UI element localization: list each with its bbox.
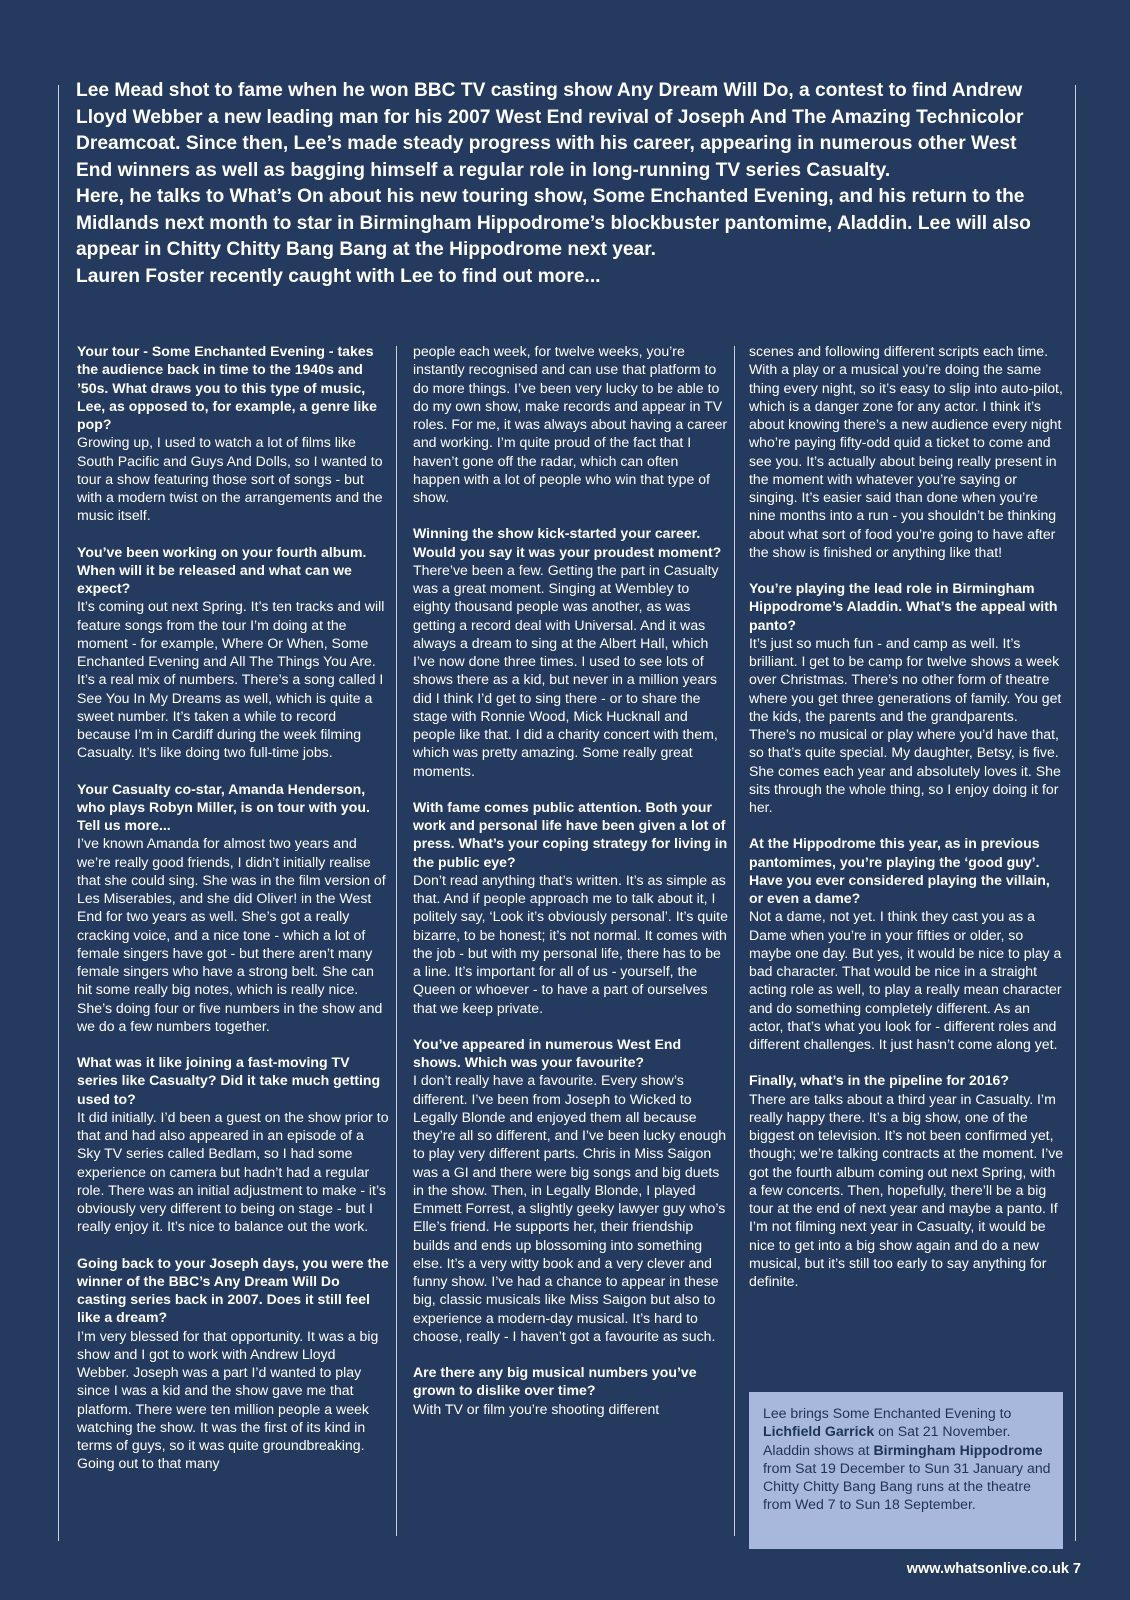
question: With fame comes public attention. Both your work and personal life have been given a lot of press. What’s your coping strategy for living in the public eye?: [413, 798, 728, 870]
article-intro: [76, 78, 1036, 290]
question: Finally, what’s in the pipeline for 2016?: [749, 1072, 1010, 1089]
answer: I’ve known Amanda for almost two years and we’re really good friends, I didn’t initially realise that she could sing. She was in the film version of Les Miserables, and she did Oliver! in the West End for two years as well. She’s got a really cracking voice, and a nice tone - which a lot of female singers have got - but there aren’t many female singers who have a strong belt. She can hit some really big notes, which is really nice. She’s doing four or five numbers in the show and we do a few numbers together.: [77, 835, 386, 1034]
article-column-1: [77, 342, 390, 1491]
answer: There’ve been a few. Getting the part in Casualty was a great moment. Singing at Wembley to eighty thousand people was another, as was getting a record deal with Universal. And it was always a dream to sing at the Albert Hall, which I’ve now done three times. I used to see lots of shows there as a kid, but never in a million years did I think I’d get to sing there - or to share the stage with Ronnie Wood, Mick Hucknall and people like that. I did a charity concert with them, which was pretty amazing. Some really great moments.: [413, 561, 719, 779]
qa-block: [749, 1071, 1065, 1290]
answer: With TV or film you’re shooting different: [413, 1400, 660, 1417]
answer-continued: scenes and following different scripts each time. With a play or a musical you’re doing the same thing every night, so it’s easy to slip into auto-pilot, which is a danger zone for any actor. I think it’s about knowing there’s a new audience every night who’re paying fifty-odd quid a ticket to come and see you. It’s actually about being really present in the moment with whatever you’re saying or singing. It’s easier said than done when you’re nine months into a run - you shouldn’t be thinking about what sort of food you’re going to have after the show is finished or anything like that!: [749, 343, 1063, 560]
column-divider: [396, 346, 397, 1536]
question: Winning the show kick-started your career. Would you say it was your proudest moment?: [413, 525, 722, 560]
info-text: from Sat 19 December to Sun 31 January and Chitty Chitty Bang Bang runs at the theatre from Wed 7 to Sun 18 September.: [763, 1459, 1051, 1513]
article-column-3: [749, 342, 1065, 1308]
answer: Don’t read anything that’s written. It’s as simple as that. And if people approach me to talk about it, I politely say, ‘Look it’s obviously personal’. It’s quite bizarre, to be honest; it’s not normal. It comes with the job - but with my personal life, there has to be a line. It’s important for all of us - yourself, the Queen or whoever - to have a part of ourselves that we keep private.: [413, 871, 728, 1016]
question: You’ve appeared in numerous West End shows. Which was your favourite?: [413, 1035, 682, 1070]
info-text: Lee brings Some Enchanted Evening to: [763, 1405, 1012, 1421]
question: Going back to your Joseph days, you were the winner of the BBC’s Any Dream Will Do casting series back in 2007. Does it still feel like a dream?: [77, 1254, 389, 1326]
qa-block: [77, 543, 390, 762]
question: What was it like joining a fast-moving TV series like Casualty? Did it take much getting used to?: [77, 1054, 381, 1107]
qa-block: [413, 798, 729, 1017]
intro-byline: Lauren Foster recently caught with Lee to find out more...: [76, 265, 601, 287]
answer: I don’t really have a favourite. Every show’s different. I’ve been from Joseph to Wicked to Legally Blonde and enjoyed them all because they’re all so different, and I’ve been lucky enough to play very different parts. Chris in Miss Saigon was a GI and there were big songs and big duets in the show. Then, in Legally Blonde, I played Emmett Forrest, a slightly geeky lawyer guy who’s Elle’s friend. He supports her, their friendship builds and ends up blossoming into something else. It’s a very witty book and a very clever and funny show. I’ve had a chance to appear in these big, classic musicals like Miss Saigon but also to experience a modern-day musical. It’s hard to choose, really - I haven’t got a favourite as such.: [413, 1072, 727, 1344]
qa-block: [749, 834, 1065, 1053]
question: Your tour - Some Enchanted Evening - takes the audience back in time to the 1940s and ’50s. What draws you to this type of music, Lee, as opposed to, for example, a genre like pop?: [77, 343, 377, 432]
article-column-2: [413, 342, 729, 1436]
qa-block: [413, 524, 729, 780]
venue-name: Lichfield Garrick: [763, 1423, 875, 1440]
intro-paragraph: Lee Mead shot to fame when he won BBC TV casting show Any Dream Will Do, a contest to find Andrew Lloyd Webber a new leading man for his 2007 West End revival of Joseph And The Amazing Technicolor Dreamcoat. Since then, Lee’s made steady progress with his career, appearing in numerous other West End winners as well as bagging himself a regular role in long-running TV series Casualty.: [76, 80, 1024, 181]
column-divider: [734, 346, 735, 1536]
answer: It’s coming out next Spring. It’s ten tracks and will feature songs from the tour I’m doing at the moment - for example, Where Or When, Some Enchanted Evening and All The Things You Are. It’s a real mix of numbers. There’s a song called I See You In My Dreams as well, which is quite a sweet number. It’s taken a while to record because I’m in Cardiff during the week filming Casualty. It’s like doing two full-time jobs.: [77, 598, 385, 761]
question: Your Casualty co-star, Amanda Henderson, who plays Robyn Miller, is on tour with you. Tell us more...: [77, 780, 370, 833]
intro-paragraph: Here, he talks to What’s On about his new touring show, Some Enchanted Evening, and his return to the Midlands next month to star in Birmingham Hippodrome’s blockbuster pantomime, Aladdin. Lee will also appear in Chitty Chitty Bang Bang at the Hippodrome next year.: [76, 186, 1031, 260]
qa-block: [413, 1035, 729, 1345]
qa-block: [749, 579, 1065, 816]
page-footer-url: www.whatsonlive.co.uk 7: [906, 1561, 1081, 1577]
answer: It’s just so much fun - and camp as well. It’s brilliant. I get to be camp for twelve shows a week over Christmas. There’s no other form of theatre where you get three generations of family. You get the kids, the parents and the grandparents. There’s no musical or play where you’d have that, so that’s quite special. My daughter, Betsy, is five. She comes each year and absolutely loves it. She sits through the whole thing, so I enjoy doing it for her.: [749, 634, 1062, 815]
question: At the Hippodrome this year, as in previous pantomimes, you’re playing the ‘good guy’. Have you ever considered playing the villain, or even a dame?: [749, 835, 1050, 906]
page-border-left: [58, 85, 59, 1541]
event-info-box: [749, 1392, 1063, 1549]
answer: It did initially. I’d been a guest on the show prior to that and had also appeared in an episode of a Sky TV series called Bedlam, so I had some experience on camera but hadn’t had a regular role. There was an initial adjustment to make - it’s obviously very different to being on stage - but I really enjoy it. It’s nice to balance out the work.: [77, 1108, 389, 1235]
qa-block: [77, 780, 390, 1036]
question: You’re playing the lead role in Birmingham Hippodrome’s Aladdin. What’s the appeal with panto?: [749, 580, 1058, 633]
qa-block: [77, 1254, 390, 1473]
answer: I’m very blessed for that opportunity. It was a big show and I got to work with Andrew Lloyd Webber. Joseph was a part I’d wanted to play since I was a kid and the show gave me that platform. There were ten million people a week watching the show. It was the first of its kind in terms of guys, so it was quite groundbreaking. Going out to that many: [77, 1327, 379, 1472]
question: Are there any big musical numbers you’ve grown to dislike over time?: [413, 1364, 697, 1399]
answer: Growing up, I used to watch a lot of films like South Pacific and Guys And Dolls, so I wanted to tour a show featuring those sort of songs - but with a modern twist on the arrangements and the music itself.: [77, 434, 383, 524]
answer-continued: people each week, for twelve weeks, you’re instantly recognised and can use that platform to do more things. I’ve been very lucky to be able to do my own show, make records and appear in TV roles. For me, it was always about having a career and working. I’m quite proud of the fact that I haven’t gone off the radar, which can often happen with a lot of people who win that type of show.: [413, 343, 728, 505]
question: You’ve been working on your fourth album. When will it be released and what can we expect?: [77, 543, 367, 596]
venue-name: Birmingham Hippodrome: [873, 1441, 1043, 1458]
qa-block: [77, 342, 390, 525]
qa-block: [413, 1363, 729, 1418]
page-border-right: [1075, 85, 1076, 1541]
info-text: on Sat 21 November. Aladdin shows at: [763, 1423, 1011, 1458]
answer: Not a dame, not yet. I think they cast you as a Dame when you’re in your fifties or older, so maybe one day. But yes, it would be nice to play a bad character. That would be nice in a straight acting role as well, to play a really mean character and do something completely different. As an actor, that’s what you look for - different roles and different challenges. It just hasn’t come along yet.: [749, 908, 1062, 1052]
qa-block: [77, 1053, 390, 1236]
answer: There are talks about a third year in Casualty. I’m really happy there. It’s a big show, one of the biggest on television. It’s not been confirmed yet, though; we’re talking contracts at the moment. I’ve got the fourth album coming out next Spring, with a few concerts. Then, hopefully, there’ll be a big tour at the end of next year and maybe a panto. If I’m not filming next year in Casualty, it would be nice to get into a big show again and do a new musical, but it’s still too early to say anything for definite.: [749, 1090, 1064, 1289]
